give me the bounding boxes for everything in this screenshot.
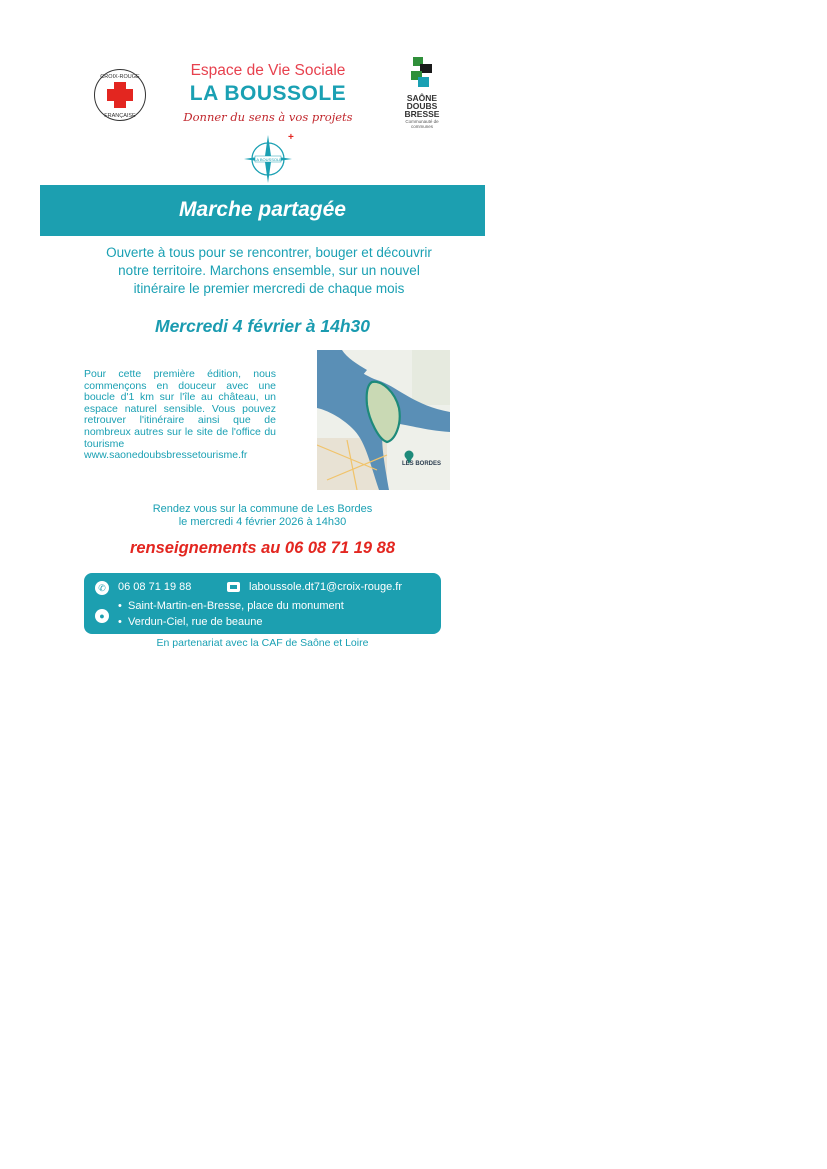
bullet: • — [118, 616, 122, 628]
address-1 — [118, 600, 344, 612]
intro-line3: itinéraire le premier mercredi de chaque mois — [133, 281, 405, 296]
compass-logo — [241, 131, 295, 185]
address-2-text: Verdun-Ciel, rue de beaune — [127, 616, 263, 628]
address-1-text: Saint-Martin-en-Bresse, place du monument — [127, 600, 344, 612]
svg-text:+: + — [288, 132, 294, 143]
date-title: Mercredi 4 février à 14h30 — [155, 316, 370, 336]
contact-box — [84, 573, 441, 634]
map-label: LES BORDES — [402, 461, 442, 467]
croix-rouge-logo — [93, 68, 147, 122]
info-phone-heading: renseignements au 06 08 71 19 88 — [129, 539, 396, 557]
meeting-info — [120, 503, 405, 529]
compass-label: LA BOUSSOLE — [254, 157, 282, 162]
email-icon — [227, 582, 240, 592]
croix-rouge-top-text: CROIX-ROUGE — [100, 74, 140, 80]
croix-rouge-bottom-text: FRANÇAISE — [104, 113, 136, 119]
location-pin-icon: ● — [95, 609, 109, 623]
contact-phone[interactable]: 06 08 71 19 88 — [118, 581, 192, 593]
meeting-line2: le mercredi 4 février 2026 à 14h30 — [178, 516, 347, 528]
sdb-line1: SAÔNE — [406, 93, 438, 103]
intro-line1: Ouverte à tous pour se rencontrer, bouger et découvrir — [106, 245, 432, 260]
intro-text — [60, 244, 478, 298]
banner-title: Marche partagée — [179, 198, 346, 221]
route-map — [317, 350, 450, 490]
contact-email[interactable]: laboussole.dt71@croix-rouge.fr — [249, 581, 403, 593]
sdb-name — [398, 94, 446, 118]
address-2 — [118, 616, 263, 628]
evs-title: Espace de Vie Sociale — [190, 62, 346, 79]
evs-slogan: Donner du sens à vos projets — [183, 110, 353, 124]
sdb-subtitle: Communauté de communes — [405, 119, 439, 129]
intro-line2: notre territoire. Marchons ensemble, sur un nouvel — [118, 263, 420, 278]
partner-text: En partenariat avec la CAF de Saône et Loire — [156, 637, 369, 649]
meeting-line1: Rendez vous sur la commune de Les Bordes — [152, 503, 373, 515]
sdb-line3: BRESSE — [404, 109, 440, 119]
bullet: • — [118, 600, 122, 612]
sdb-line2: DOUBS — [406, 101, 438, 111]
description-paragraph: Pour cette première édition, nous commençons en douceur avec une boucle d'1 km sur l'île au château, un espace naturel sensible. Vous pouvez retrouver l'itinéraire ainsi que de nombreux autres sur le site de l'office du tourisme www.saonedoubsbressetourisme.fr — [84, 368, 276, 462]
phone-icon: ✆ — [95, 581, 109, 595]
evs-name: LA BOUSSOLE — [189, 82, 347, 105]
